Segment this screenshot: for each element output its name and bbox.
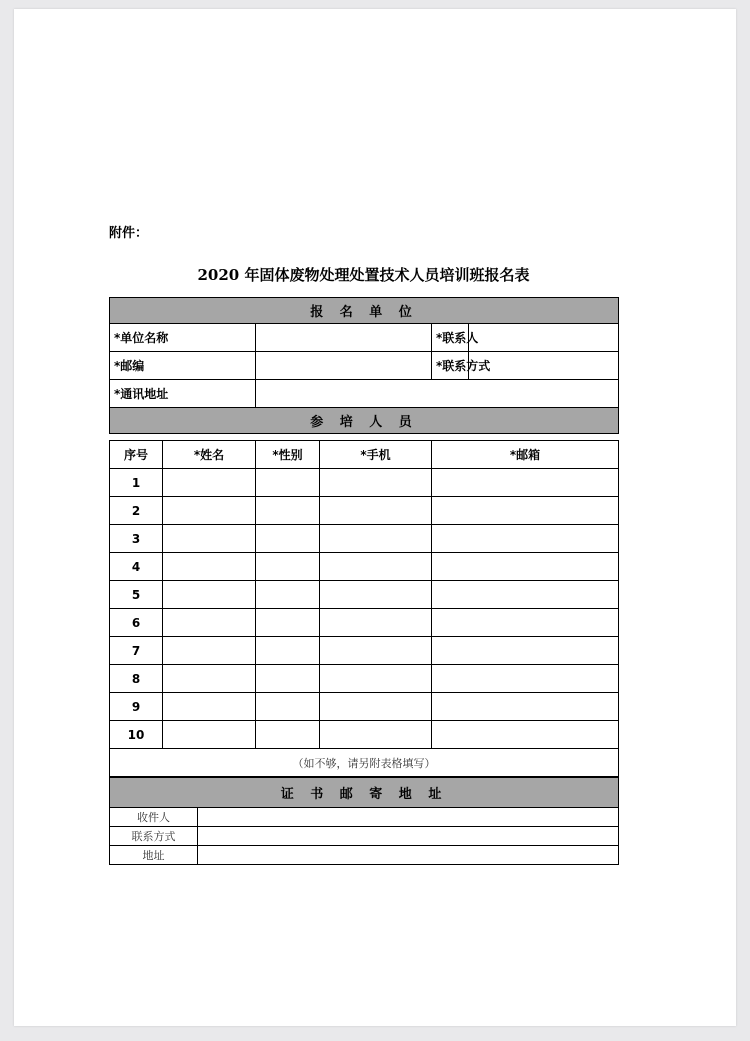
name-field[interactable] (163, 721, 256, 749)
mailing-table (109, 777, 619, 865)
gender-field[interactable] (256, 553, 320, 581)
gender-field[interactable] (256, 497, 320, 525)
address-label: *通讯地址 (110, 380, 256, 408)
row-number: 10 (110, 721, 163, 749)
email-field[interactable] (432, 609, 619, 637)
participants-note: （如不够，请另附表格填写） (110, 749, 619, 777)
name-field[interactable] (163, 553, 256, 581)
table-row (110, 721, 619, 749)
table-row (110, 693, 619, 721)
mobile-field[interactable] (320, 609, 432, 637)
participants-table (109, 440, 619, 777)
mobile-field[interactable] (320, 469, 432, 497)
participants-header-row (110, 441, 619, 469)
column-header: *手机 (320, 441, 432, 469)
participants-section-heading: 参 培 人 员 (110, 408, 619, 434)
table-row (110, 609, 619, 637)
table-row (110, 553, 619, 581)
contact-person-label: *联系人 (432, 324, 469, 352)
mobile-field[interactable] (320, 525, 432, 553)
unit-section-heading: 报 名 单 位 (110, 298, 619, 324)
row-number: 6 (110, 609, 163, 637)
mobile-field[interactable] (320, 581, 432, 609)
name-field[interactable] (163, 497, 256, 525)
email-field[interactable] (432, 665, 619, 693)
gender-field[interactable] (256, 525, 320, 553)
registration-table (109, 297, 619, 434)
email-field[interactable] (432, 637, 619, 665)
name-field[interactable] (163, 693, 256, 721)
gender-field[interactable] (256, 609, 320, 637)
contact-person-field[interactable] (469, 324, 619, 352)
name-field[interactable] (163, 525, 256, 553)
gender-field[interactable] (256, 637, 320, 665)
column-header: *姓名 (163, 441, 256, 469)
mobile-field[interactable] (320, 693, 432, 721)
gender-field[interactable] (256, 693, 320, 721)
table-row (110, 497, 619, 525)
row-number: 3 (110, 525, 163, 553)
name-field[interactable] (163, 609, 256, 637)
email-field[interactable] (432, 469, 619, 497)
mailing-address-label: 地址 (110, 846, 198, 865)
recipient-label: 收件人 (110, 808, 198, 827)
name-field[interactable] (163, 637, 256, 665)
mobile-field[interactable] (320, 497, 432, 525)
column-header: *邮箱 (432, 441, 619, 469)
mailing-contact-method-label: 联系方式 (110, 827, 198, 846)
unit-name-field[interactable] (256, 324, 432, 352)
attachment-label: 附件： (109, 226, 149, 241)
address-field[interactable] (256, 380, 619, 408)
mobile-field[interactable] (320, 553, 432, 581)
email-field[interactable] (432, 721, 619, 749)
table-row (110, 525, 619, 553)
email-field[interactable] (432, 581, 619, 609)
table-row (110, 665, 619, 693)
postcode-label: *邮编 (110, 352, 256, 380)
form-title: 2020 年固体废物处理处置技术人员培训班报名表 (197, 266, 530, 284)
mobile-field[interactable] (320, 637, 432, 665)
mobile-field[interactable] (320, 721, 432, 749)
gender-field[interactable] (256, 665, 320, 693)
mailing-section-heading: 证 书 邮 寄 地 址 (110, 778, 619, 808)
email-field[interactable] (432, 525, 619, 553)
mobile-field[interactable] (320, 665, 432, 693)
table-row (110, 469, 619, 497)
table-row (110, 581, 619, 609)
gender-field[interactable] (256, 469, 320, 497)
name-field[interactable] (163, 581, 256, 609)
mailing-contact-method-field[interactable] (198, 827, 619, 846)
contact-method-label: *联系方式 (432, 352, 469, 380)
email-field[interactable] (432, 693, 619, 721)
postcode-field[interactable] (256, 352, 432, 380)
contact-method-field[interactable] (469, 352, 619, 380)
email-field[interactable] (432, 497, 619, 525)
column-header: *性别 (256, 441, 320, 469)
row-number: 7 (110, 637, 163, 665)
row-number: 5 (110, 581, 163, 609)
row-number: 1 (110, 469, 163, 497)
name-field[interactable] (163, 665, 256, 693)
row-number: 2 (110, 497, 163, 525)
row-number: 4 (110, 553, 163, 581)
email-field[interactable] (432, 553, 619, 581)
table-row (110, 637, 619, 665)
name-field[interactable] (163, 469, 256, 497)
mailing-address-field[interactable] (198, 846, 619, 865)
column-header: 序号 (110, 441, 163, 469)
gender-field[interactable] (256, 721, 320, 749)
gender-field[interactable] (256, 581, 320, 609)
row-number: 8 (110, 665, 163, 693)
unit-name-label: *单位名称 (110, 324, 256, 352)
row-number: 9 (110, 693, 163, 721)
recipient-field[interactable] (198, 808, 619, 827)
